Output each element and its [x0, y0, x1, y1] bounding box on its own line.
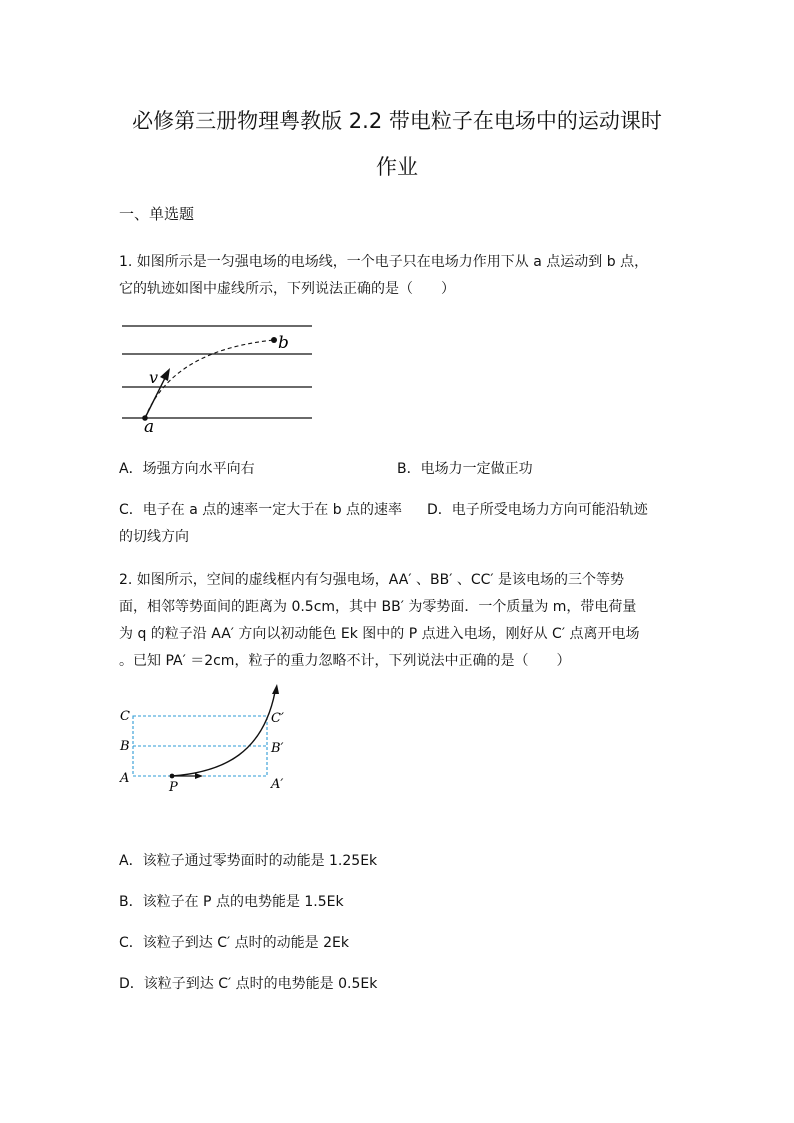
label-b: b: [278, 333, 289, 353]
label-B-prime: B′: [271, 741, 284, 756]
q2-option-b: B．该粒子在 P 点的电势能是 1.5Ek: [119, 894, 344, 910]
point-p: [170, 774, 175, 779]
label-a: a: [144, 417, 155, 437]
label-C: C: [120, 709, 130, 724]
q1-figure: [118, 318, 318, 436]
title-line-2: 作业: [376, 155, 418, 179]
q2-stem-line-2: 面，相邻等势面间的距离为 0.5cm，其中 BB′ 为零势面．一个质量为 m，带电荷量: [119, 599, 637, 615]
label-v: v: [149, 368, 159, 387]
label-B: B: [120, 739, 130, 754]
q2-option-c: C．该粒子到达 C′ 点时的动能是 2Ek: [119, 935, 349, 951]
label-P: P: [169, 780, 178, 795]
q1-option-a: A．场强方向水平向右: [119, 461, 255, 477]
label-A: A: [120, 771, 130, 786]
point-b: [271, 337, 277, 343]
trajectory-arrowhead: [272, 684, 279, 694]
document-title: [100, 98, 694, 190]
label-C-prime: C′: [271, 711, 284, 726]
title-line-1: 必修第三册物理粤教版 2.2 带电粒子在电场中的运动课时: [132, 109, 662, 133]
q1-option-b: B．电场力一定做正功: [397, 461, 533, 477]
q2-stem-line-4: 。已知 PA′ ＝2cm，粒子的重力忽略不计，下列说法中正确的是（ ）: [119, 653, 571, 669]
velocity-arrowhead: [160, 368, 170, 381]
q2-figure: [115, 684, 295, 796]
q2-stem-line-3: 为 q 的粒子沿 AA′ 方向以初动能色 Ek 图中的 P 点进入电场，刚好从 C′ 点离开电场: [119, 626, 640, 642]
q1-option-d-continued: 的切线方向: [119, 529, 189, 545]
q2-option-d: D．该粒子到达 C′ 点时的电势能是 0.5Ek: [119, 976, 378, 992]
particle-trajectory: [172, 692, 275, 776]
q1-option-d: D．电子所受电场力方向可能沿轨迹: [427, 502, 648, 518]
initial-velocity-arrowhead: [195, 773, 203, 779]
q1-stem-line-2: 它的轨迹如图中虚线所示，下列说法正确的是（ ）: [119, 281, 455, 297]
q1-stem-line-1: 1. 如图所示是一匀强电场的电场线，一个电子只在电场力作用下从 a 点运动到 b 点，: [119, 254, 649, 270]
q2-option-a: A．该粒子通过零势面时的动能是 1.25Ek: [119, 853, 378, 869]
label-A-prime: A′: [271, 777, 284, 792]
q1-option-c: C．电子在 a 点的速率一定大于在 b 点的速率: [119, 502, 403, 518]
q2-stem-line-1: 2. 如图所示，空间的虚线框内有匀强电场，AA′ 、BB′ 、CC′ 是该电场的三个等势: [119, 572, 624, 588]
section-heading: 一、单选题: [119, 205, 195, 223]
